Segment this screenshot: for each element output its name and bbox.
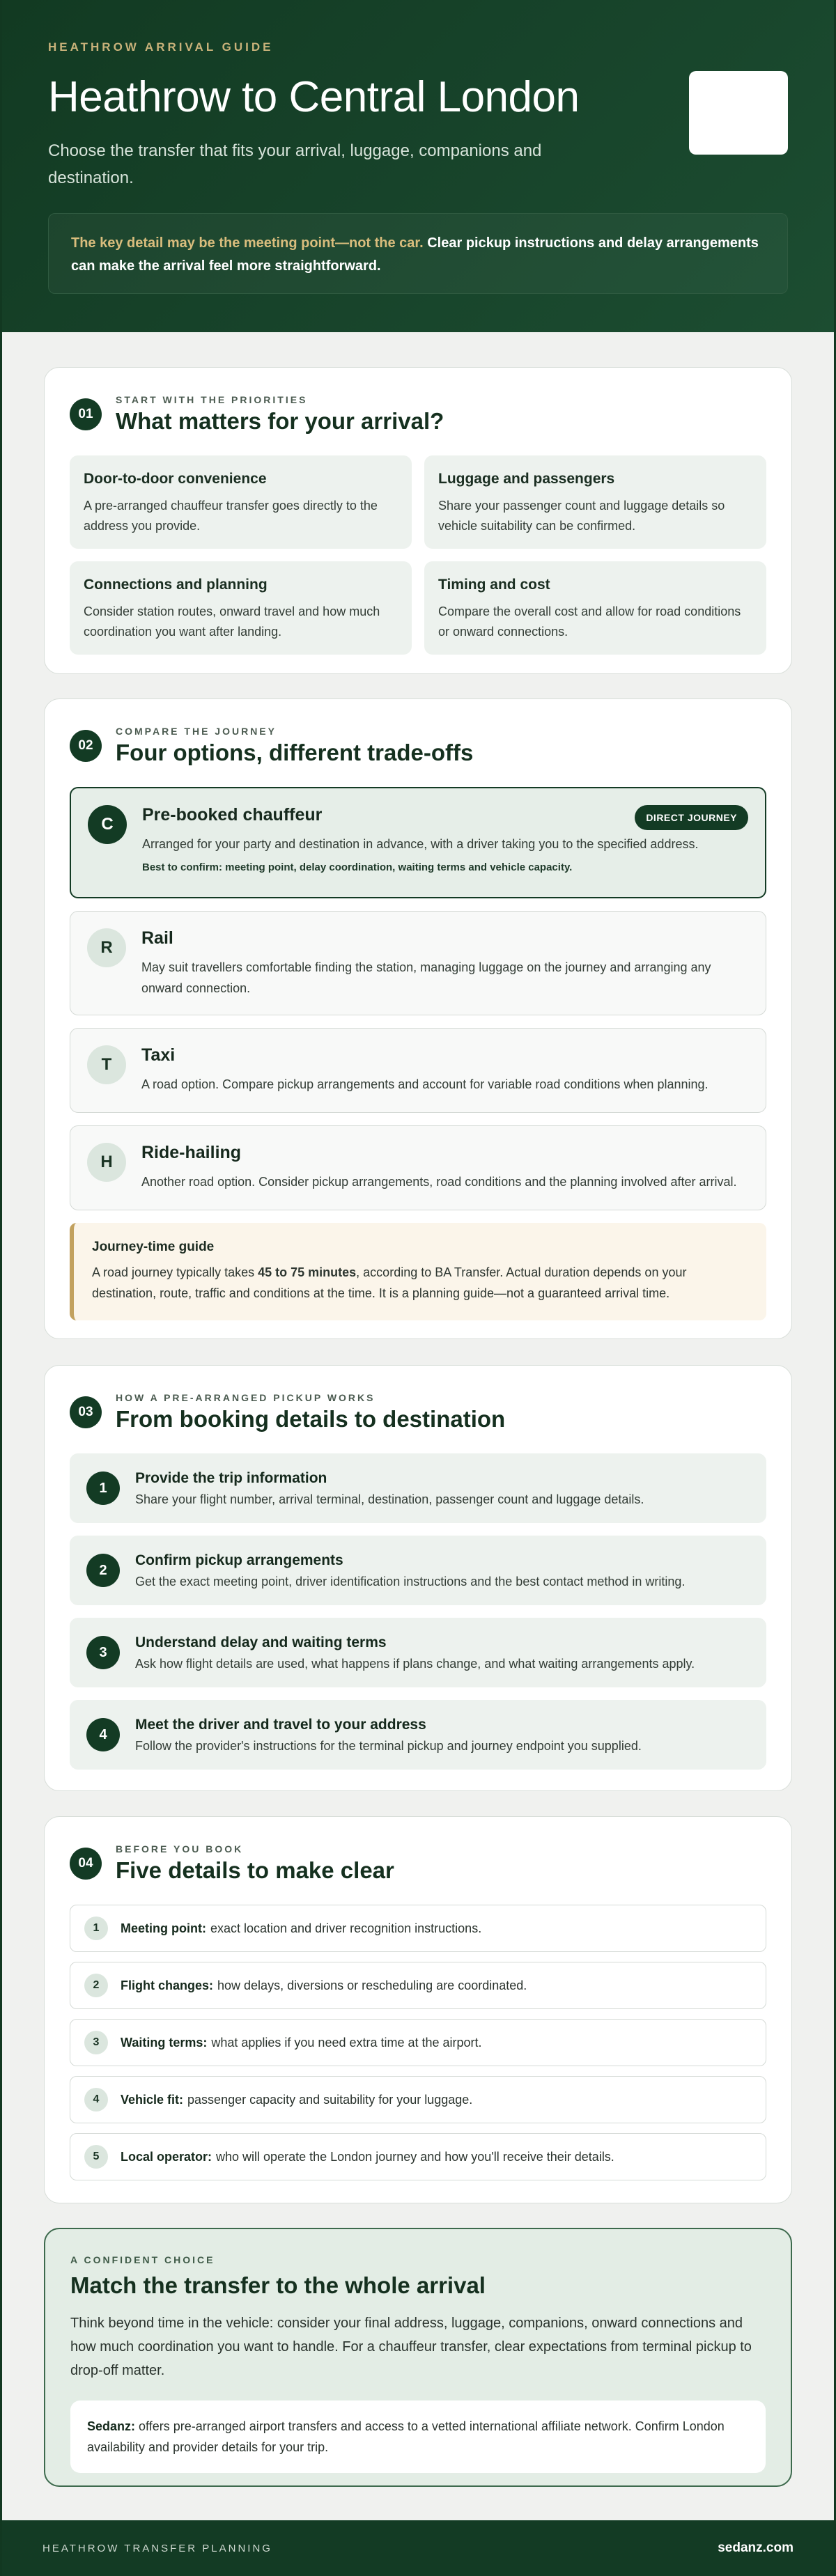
- steps-section: [44, 1365, 792, 1791]
- option-text: Arranged for your party and destination in advance, with a driver taking you to the specified address.: [142, 837, 699, 851]
- option-title: Rail: [141, 928, 173, 948]
- check-label: Flight changes:: [121, 1978, 214, 1992]
- step-title: Provide the trip information: [135, 1469, 327, 1486]
- step-item: [70, 1536, 766, 1605]
- journey-title: Journey-time guide: [92, 1240, 215, 1254]
- step-text: Share your flight number, arrival terminal, destination, passenger count and luggage details.: [135, 1492, 644, 1506]
- check-text: passenger capacity and suitability for your luggage.: [187, 2092, 473, 2107]
- option-text: A road option. Compare pickup arrangements and account for variable road conditions when planning.: [141, 1077, 709, 1091]
- option-text: Another road option. Consider pickup arrangements, road conditions and the planning involved after arrival.: [141, 1175, 737, 1189]
- step-number: 4: [86, 1718, 120, 1751]
- step-text: Get the exact meeting point, driver identification instructions and the best contact method in writing.: [135, 1574, 686, 1588]
- check-text: who will operate the London journey and how you'll receive their details.: [216, 2149, 614, 2164]
- step-number: 2: [86, 1554, 120, 1587]
- chauffeur-icon: C: [88, 805, 127, 844]
- journey-text: [92, 1262, 748, 1304]
- option-confirm-note: Best to confirm: meeting point, delay coordination, waiting terms and vehicle capacity.: [142, 861, 573, 873]
- section-title: Four options, different trade-offs: [116, 740, 474, 765]
- option-card-ride-hailing[interactable]: [70, 1125, 766, 1210]
- logo-placeholder: [689, 71, 788, 155]
- priority-card: [424, 455, 766, 549]
- sedanz-note: [70, 2401, 766, 2473]
- option-title: Pre-booked chauffeur: [142, 805, 323, 825]
- step-number: 1: [86, 1472, 120, 1505]
- section-header: [70, 726, 766, 766]
- priority-title: Connections and planning: [84, 577, 268, 593]
- footer-label: HEATHROW TRANSFER PLANNING: [42, 2542, 272, 2554]
- journey-duration: 45 to 75 minutes: [258, 1265, 357, 1279]
- check-label: Local operator:: [121, 2149, 212, 2164]
- check-text: exact location and driver recognition instructions.: [210, 1921, 482, 1935]
- callout-text: Clear pickup instructions and delay arrangements can make the arrival feel more straightforward.: [71, 235, 759, 274]
- section-header: [70, 394, 766, 435]
- priority-text: Consider station routes, onward travel and how much coordination you want after landing.: [84, 604, 380, 639]
- check-label: Waiting terms:: [121, 2035, 208, 2050]
- section-eyebrow: START WITH THE PRIORITIES: [116, 394, 308, 405]
- checklist-item: [70, 1962, 766, 2009]
- checklist-item: [70, 2076, 766, 2123]
- priority-title: Luggage and passengers: [438, 471, 615, 487]
- priorities-grid: [70, 455, 766, 655]
- section-title: From booking details to destination: [116, 1406, 506, 1432]
- priority-title: Timing and cost: [438, 577, 550, 593]
- section-title: What matters for your arrival?: [116, 408, 444, 434]
- step-title: Understand delay and waiting terms: [135, 1634, 387, 1650]
- check-number: 5: [84, 2145, 108, 2169]
- checklist-item: [70, 1905, 766, 1952]
- callout-highlight: The key detail may be the meeting point—not the car.: [71, 235, 424, 251]
- section-number: 01: [70, 398, 102, 430]
- section-header: [70, 1392, 766, 1433]
- note-label: Sedanz:: [87, 2419, 136, 2433]
- page-title: Heathrow to Central London: [48, 73, 580, 121]
- footer: [2, 2520, 834, 2576]
- check-label: Vehicle fit:: [121, 2092, 184, 2107]
- section-title: Match the transfer to the whole arrival: [70, 2272, 486, 2298]
- section-title: Five details to make clear: [116, 1857, 394, 1883]
- step-title: Meet the driver and travel to your address: [135, 1716, 426, 1733]
- step-item: [70, 1453, 766, 1523]
- step-title: Confirm pickup arrangements: [135, 1552, 343, 1568]
- section-number: 03: [70, 1396, 102, 1428]
- journey-text-pre: A road journey typically takes: [92, 1265, 258, 1279]
- check-number: 4: [84, 2088, 108, 2111]
- hero-callout: [48, 213, 788, 294]
- checklist-section: [44, 1816, 792, 2203]
- priority-text: Compare the overall cost and allow for road conditions or onward connections.: [438, 604, 741, 639]
- taxi-icon: T: [87, 1045, 126, 1084]
- step-item: [70, 1618, 766, 1687]
- option-card-rail[interactable]: [70, 911, 766, 1015]
- check-text: what applies if you need extra time at the airport.: [211, 2035, 482, 2050]
- step-text: Follow the provider's instructions for the terminal pickup and journey endpoint you supplied.: [135, 1738, 642, 1753]
- section-eyebrow: BEFORE YOU BOOK: [116, 1843, 244, 1855]
- direct-journey-badge: DIRECT JOURNEY: [635, 805, 748, 830]
- hero-header: [2, 0, 834, 332]
- checklist-item: [70, 2133, 766, 2180]
- step-number: 3: [86, 1636, 120, 1669]
- check-number: 1: [84, 1917, 108, 1940]
- check-number: 2: [84, 1974, 108, 1997]
- option-title: Taxi: [141, 1045, 176, 1065]
- confident-choice-section: [44, 2228, 792, 2487]
- step-item: [70, 1700, 766, 1770]
- section-number: 04: [70, 1848, 102, 1880]
- section-eyebrow: A CONFIDENT CHOICE: [70, 2254, 215, 2265]
- hero-eyebrow: HEATHROW ARRIVAL GUIDE: [48, 40, 274, 54]
- option-title: Ride-hailing: [141, 1143, 242, 1162]
- priority-card: [424, 561, 766, 655]
- checklist-item: [70, 2019, 766, 2066]
- priority-title: Door-to-door convenience: [84, 471, 267, 487]
- ride-hailing-icon: H: [87, 1143, 126, 1182]
- section-header: [70, 1843, 766, 1884]
- priority-text: A pre-arranged chauffeur transfer goes directly to the address you provide.: [84, 499, 378, 533]
- hero-subtitle: Choose the transfer that fits your arrival, luggage, companions and destination.: [48, 141, 542, 187]
- option-card-chauffeur[interactable]: [70, 787, 766, 898]
- note-text: offers pre-arranged airport transfers and access to a vetted international affiliate network. Confirm London availability and provider details for your trip.: [87, 2419, 725, 2454]
- check-number: 3: [84, 2031, 108, 2054]
- rail-icon: R: [87, 928, 126, 967]
- option-text: May suit travellers comfortable finding the station, managing luggage on the journey and arranging any onward connection.: [141, 960, 711, 995]
- compare-section: [44, 698, 792, 1339]
- section-eyebrow: COMPARE THE JOURNEY: [116, 726, 277, 737]
- section-number: 02: [70, 730, 102, 762]
- section-eyebrow: HOW A PRE-ARRANGED PICKUP WORKS: [116, 1392, 376, 1403]
- priorities-section: [44, 367, 792, 674]
- priority-card: [70, 561, 412, 655]
- check-label: Meeting point:: [121, 1921, 206, 1935]
- journey-time-guide: [70, 1223, 766, 1320]
- step-text: Ask how flight details are used, what happens if plans change, and what waiting arrangements apply.: [135, 1656, 695, 1671]
- check-text: how delays, diversions or rescheduling are coordinated.: [217, 1978, 527, 1992]
- journey-text-post: , according to BA Transfer. Actual duration depends on your destination, route, traffic and conditions at the time. It is a planning guide—not a guaranteed arrival time.: [92, 1265, 687, 1300]
- priority-text: Share your passenger count and luggage details so vehicle suitability can be confirmed.: [438, 499, 725, 533]
- choice-lead: Think beyond time in the vehicle: consider your final address, luggage, companions, onward connections and how much coordination you want to handle. For a chauffeur transfer, clear expectations from terminal pickup to drop-off matter.: [70, 2316, 752, 2378]
- option-card-taxi[interactable]: [70, 1028, 766, 1113]
- footer-site-link[interactable]: sedanz.com: [718, 2540, 794, 2555]
- priority-card: [70, 455, 412, 549]
